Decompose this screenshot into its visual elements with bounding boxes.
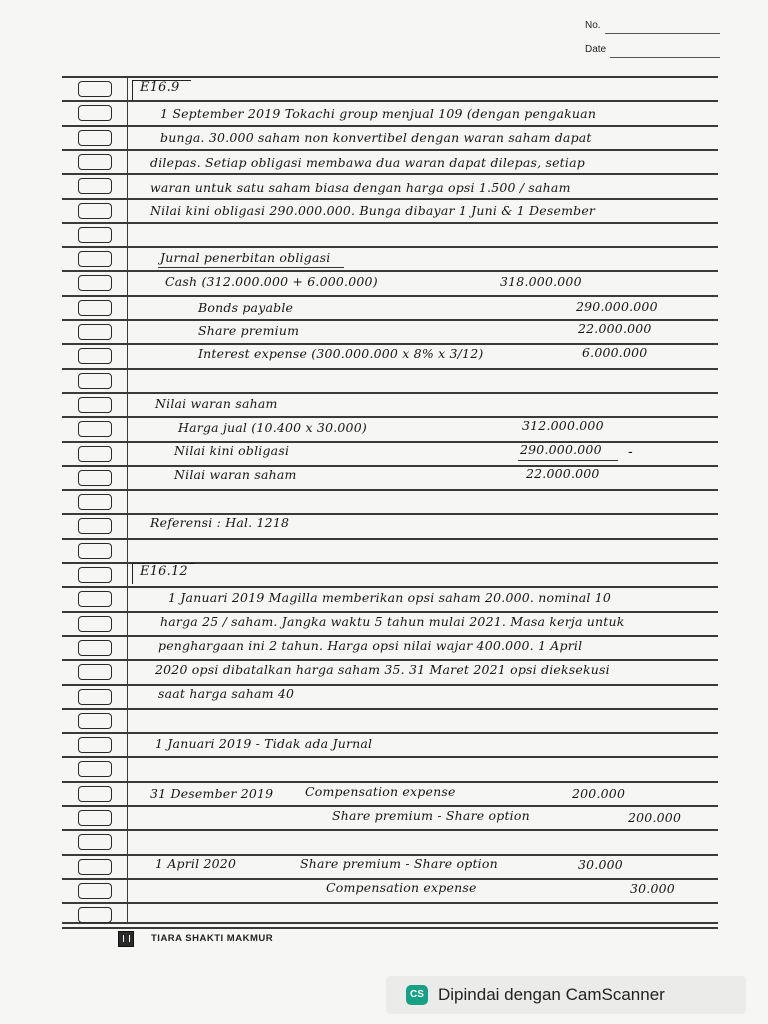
ruled-line bbox=[62, 659, 718, 661]
ruled-line bbox=[62, 149, 718, 151]
ruled-line bbox=[62, 586, 718, 588]
ruled-line bbox=[62, 635, 718, 637]
subtotal-underline bbox=[518, 460, 618, 461]
ruled-line bbox=[62, 732, 718, 734]
ruled-line bbox=[62, 922, 718, 924]
warrant-bond-value-amount: 290.000.000 bbox=[520, 442, 602, 457]
binder-hole bbox=[78, 373, 112, 389]
binder-hole bbox=[78, 761, 112, 777]
problem-line: waran untuk satu saham biasa dengan harga opsi 1.500 / saham bbox=[150, 180, 571, 195]
problem-line: saat harga saham 40 bbox=[158, 686, 295, 701]
ruled-line bbox=[62, 368, 718, 370]
journal-title-underline bbox=[158, 267, 344, 268]
binder-hole bbox=[78, 470, 112, 486]
date-line bbox=[610, 57, 720, 58]
binder-hole bbox=[78, 154, 112, 170]
journal-debit-account: Compensation expense bbox=[305, 784, 456, 799]
binder-hole bbox=[78, 227, 112, 243]
binder-hole bbox=[78, 397, 112, 413]
problem-line: 1 Januari 2019 Magilla memberikan opsi saham 20.000. nominal 10 bbox=[168, 590, 612, 605]
problem-line: penghargaan ini 2 tahun. Harga opsi nilai wajar 400.000. 1 April bbox=[158, 638, 583, 653]
ruled-line bbox=[62, 76, 718, 78]
binder-hole bbox=[78, 105, 112, 121]
binder-hole bbox=[78, 591, 112, 607]
ruled-line bbox=[62, 708, 718, 710]
binder-hole bbox=[78, 348, 112, 364]
binder-hole bbox=[78, 518, 112, 534]
ruled-line bbox=[62, 927, 718, 929]
problem-line: 2020 opsi dibatalkan harga saham 35. 31 Maret 2021 opsi dieksekusi bbox=[155, 662, 610, 677]
camscanner-text: Dipindai dengan CamScanner bbox=[438, 985, 665, 1004]
binder-hole bbox=[78, 713, 112, 729]
ruled-line bbox=[62, 246, 718, 248]
no-line bbox=[605, 33, 720, 34]
binder-hole bbox=[78, 689, 112, 705]
ruled-line bbox=[62, 125, 718, 127]
ruled-line bbox=[62, 441, 718, 443]
ruled-line bbox=[62, 805, 718, 807]
problem-line: bunga. 30.000 saham non konvertibel dengan waran saham dapat bbox=[160, 130, 592, 145]
binder-hole bbox=[78, 543, 112, 559]
binder-hole bbox=[78, 81, 112, 97]
journal-entry-interest-value: 6.000.000 bbox=[582, 345, 648, 360]
ruled-line bbox=[62, 465, 718, 467]
binder-hole bbox=[78, 324, 112, 340]
journal-date: 31 Desember 2019 bbox=[150, 786, 274, 801]
binder-hole bbox=[78, 786, 112, 802]
reference-note: Referensi : Hal. 1218 bbox=[150, 515, 290, 530]
problem-line: harga 25 / saham. Jangka waktu 5 tahun mulai 2021. Masa kerja untuk bbox=[160, 614, 625, 629]
journal-entry-bonds-value: 290.000.000 bbox=[576, 299, 658, 314]
minus-sign: - bbox=[628, 444, 633, 460]
warrant-value-label: Nilai waran saham bbox=[174, 467, 297, 482]
ruled-line bbox=[62, 173, 718, 175]
journal-credit-account: Compensation expense bbox=[326, 880, 477, 895]
ruled-line bbox=[62, 222, 718, 224]
ruled-line bbox=[62, 295, 718, 297]
journal-debit-value: 200.000 bbox=[572, 786, 626, 801]
footer-brand: TIARA SHAKTI MAKMUR bbox=[151, 933, 274, 944]
ruled-line bbox=[62, 538, 718, 540]
ruled-line bbox=[62, 781, 718, 783]
binder-hole bbox=[78, 178, 112, 194]
journal-debit-account: Share premium - Share option bbox=[300, 856, 498, 871]
binder-hole bbox=[78, 421, 112, 437]
ruled-line bbox=[62, 270, 718, 272]
binder-hole bbox=[78, 446, 112, 462]
binder-hole bbox=[78, 883, 112, 899]
warrant-bond-value: Nilai kini obligasi bbox=[174, 443, 290, 458]
brand-logo-icon bbox=[118, 931, 134, 947]
journal-credit-value: 200.000 bbox=[628, 810, 682, 825]
journal-entry-bonds: Bonds payable bbox=[198, 300, 294, 315]
warrant-value-amount: 22.000.000 bbox=[526, 466, 600, 481]
warrant-sale-price: Harga jual (10.400 x 30.000) bbox=[178, 420, 367, 435]
binder-hole bbox=[78, 203, 112, 219]
journal-title: Jurnal penerbitan obligasi bbox=[160, 250, 331, 265]
binder-hole bbox=[78, 494, 112, 510]
ruled-line bbox=[62, 198, 718, 200]
journal-entry-cash: Cash (312.000.000 + 6.000.000) bbox=[165, 274, 378, 289]
binder-hole bbox=[78, 130, 112, 146]
no-label: No. bbox=[585, 20, 601, 31]
section-label-e169: E16.9 bbox=[140, 80, 180, 95]
ruled-line bbox=[62, 489, 718, 491]
ruled-line bbox=[62, 392, 718, 394]
binder-hole bbox=[78, 810, 112, 826]
warrant-sale-price-value: 312.000.000 bbox=[522, 418, 604, 433]
problem-line: 1 September 2019 Tokachi group menjual 109 (dengan pengakuan bbox=[160, 106, 597, 121]
binder-hole bbox=[78, 664, 112, 680]
date-label: Date bbox=[585, 44, 607, 55]
problem-line: Nilai kini obligasi 290.000.000. Bunga dibayar 1 Juni & 1 Desember bbox=[150, 203, 596, 218]
ruled-line bbox=[62, 611, 718, 613]
section-label-e1612: E16.12 bbox=[140, 564, 188, 579]
binder-hole bbox=[78, 300, 112, 316]
binder-hole bbox=[78, 834, 112, 850]
ruled-line bbox=[62, 756, 718, 758]
binder-hole bbox=[78, 275, 112, 291]
camscanner-icon: CS bbox=[406, 985, 428, 1005]
binder-hole bbox=[78, 907, 112, 923]
journal-credit-account: Share premium - Share option bbox=[332, 808, 530, 823]
problem-line: dilepas. Setiap obligasi membawa dua waran dapat dilepas, setiap bbox=[150, 155, 585, 170]
binder-hole bbox=[78, 251, 112, 267]
warrant-title: Nilai waran saham bbox=[155, 396, 278, 411]
journal-entry-share-premium: Share premium bbox=[198, 323, 300, 338]
journal-debit-value: 30.000 bbox=[578, 857, 623, 872]
journal-no-entry: 1 Januari 2019 - Tidak ada Jurnal bbox=[155, 736, 373, 751]
journal-entry-cash-value: 318.000.000 bbox=[500, 274, 582, 289]
margin-line bbox=[127, 76, 128, 924]
camscanner-watermark bbox=[386, 976, 746, 1014]
binder-hole bbox=[78, 737, 112, 753]
binder-hole bbox=[78, 567, 112, 583]
ruled-line bbox=[62, 829, 718, 831]
binder-hole bbox=[78, 859, 112, 875]
journal-credit-value: 30.000 bbox=[630, 881, 675, 896]
binder-hole bbox=[78, 640, 112, 656]
binder-hole bbox=[78, 616, 112, 632]
journal-entry-share-premium-value: 22.000.000 bbox=[578, 321, 652, 336]
journal-date: 1 April 2020 bbox=[155, 856, 237, 871]
journal-entry-interest: Interest expense (300.000.000 x 8% x 3/12) bbox=[198, 346, 484, 361]
ruled-line bbox=[62, 902, 718, 904]
ruled-line bbox=[62, 416, 718, 418]
